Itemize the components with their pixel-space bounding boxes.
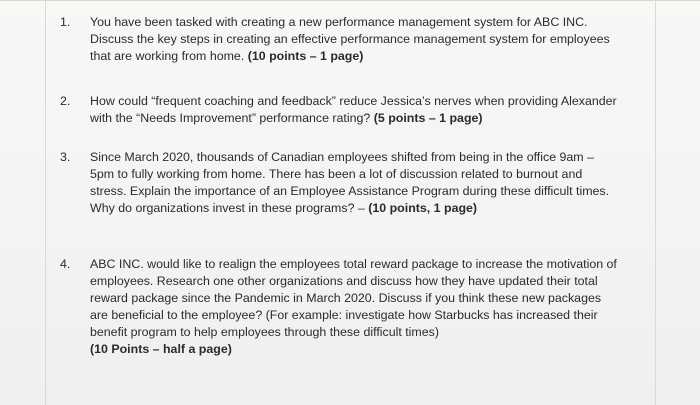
question-text [90,256,620,341]
top-divider [0,0,700,1]
question-number: 4. [60,257,71,271]
question-points: (5 points – 1 page) [373,111,483,125]
question-4 [60,256,620,358]
left-margin-line [45,0,46,405]
question-3 [60,149,620,217]
question-points: (10 points – 1 page) [247,49,364,63]
question-text [90,14,620,65]
question-body: ABC INC. would like to realign the employees total reward package to increase the motivation of employees. Research one other organizations and discuss how they have updated their total reward package since the Pandemic in March 2020. Discuss if you think these new packages are beneficial to the employee? (For example: investigate how Starbucks has increased their benefit program to help employees through these difficult times) [90,257,617,339]
question-body: How could “frequent coaching and feedback” reduce Jessica’s nerves when providing Alexander with the “Needs Improvement” performance rating? [90,94,617,125]
question-text [90,149,620,217]
question-points: (10 Points – half a page) [90,342,232,356]
question-number: 1. [60,15,71,29]
question-2 [60,93,620,127]
question-1 [60,14,620,65]
question-points: (10 points, 1 page) [368,201,478,215]
question-body: Since March 2020, thousands of Canadian employees shifted from being in the office 9am – 5pm to fully working from home. There has been a lot of discussion related to burnout and stress. Explain the importance of an Employee Assistance Program during these difficult times. Why do organizations invest in these programs? – [90,150,610,215]
question-number: 2. [60,94,71,108]
question-body: You have been tasked with creating a new performance management system for ABC INC. Discuss the key steps in creating an effective performance management system for employees that are working from home. [90,15,610,63]
question-text [90,93,620,127]
right-margin-line [655,0,656,405]
question-number: 3. [60,150,71,164]
